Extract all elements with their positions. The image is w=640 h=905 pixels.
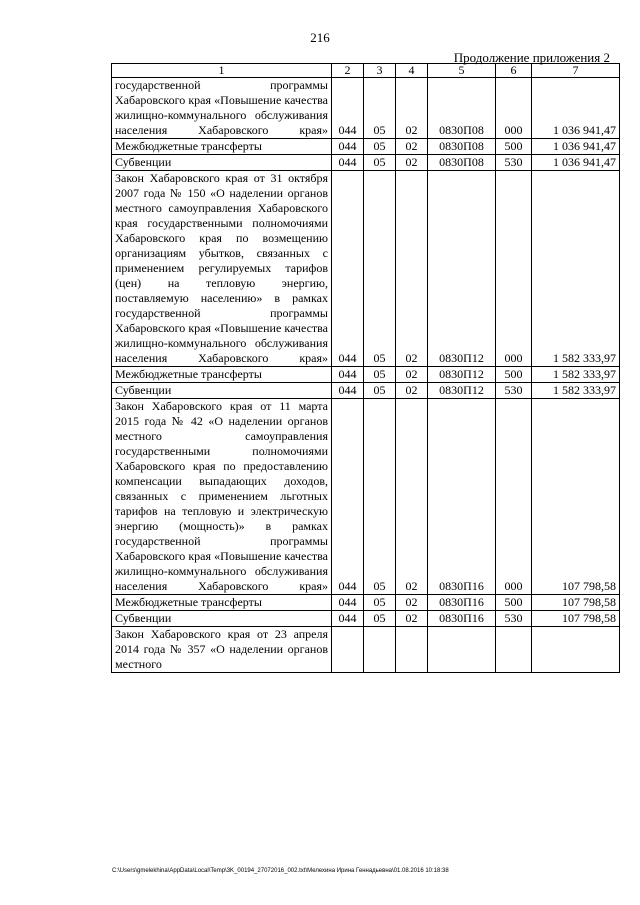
- cell-section: 05: [364, 78, 396, 139]
- cell-ministry: 044: [332, 171, 364, 367]
- cell-target: 0830П08: [428, 155, 496, 171]
- column-header: 4: [396, 64, 428, 78]
- cell-target: 0830П16: [428, 611, 496, 627]
- row-name: Закон Хабаровского края от 23 апреля 2014 года № 357 «О наделении органов местного: [112, 627, 332, 673]
- cell-target: 0830П12: [428, 367, 496, 383]
- cell-target: 0830П12: [428, 383, 496, 399]
- row-name: Межбюджетные трансферты: [112, 595, 332, 611]
- cell-subsection: [396, 627, 428, 673]
- cell-expense-type: 000: [496, 171, 532, 367]
- cell-section: 05: [364, 611, 396, 627]
- cell-section: 05: [364, 399, 396, 595]
- cell-target: 0830П12: [428, 171, 496, 367]
- cell-amount: 1 036 941,47: [532, 78, 620, 139]
- cell-target: 0830П16: [428, 595, 496, 611]
- cell-ministry: 044: [332, 367, 364, 383]
- continuation-label: Продолжение приложения 2: [453, 50, 610, 65]
- cell-expense-type: 530: [496, 155, 532, 171]
- cell-subsection: 02: [396, 139, 428, 155]
- cell-target: 0830П16: [428, 399, 496, 595]
- row-name: Субвенции: [112, 611, 332, 627]
- table-row: [112, 595, 620, 611]
- table-row: [112, 383, 620, 399]
- cell-ministry: 044: [332, 399, 364, 595]
- cell-subsection: 02: [396, 78, 428, 139]
- table-row: [112, 399, 620, 595]
- budget-table: [111, 63, 620, 673]
- table-row: [112, 367, 620, 383]
- cell-target: 0830П08: [428, 139, 496, 155]
- row-name: Закон Хабаровского края от 31 октября 2007 года № 150 «О наделении органов местного самоуправления Хабаровского края государственными полномочиями Хабаровского края по возмещению организациям убытков, связанных с применением регулируемых тарифов (цен) на тепловую энергию, поставляемую населению» в рамках государственной программы Хабаровского края «Повышение качества жилищно-коммунального обслуживания населения Хабаровского края»: [112, 171, 332, 367]
- cell-section: 05: [364, 367, 396, 383]
- cell-expense-type: 500: [496, 595, 532, 611]
- cell-amount: 1 036 941,47: [532, 139, 620, 155]
- table-header-row: [112, 64, 620, 78]
- row-name: Субвенции: [112, 383, 332, 399]
- page-number: 216: [310, 30, 330, 45]
- row-name: государственной программы Хабаровского края «Повышение качества жилищно-коммунального обслуживания населения Хабаровского края»: [112, 78, 332, 139]
- cell-subsection: 02: [396, 611, 428, 627]
- cell-expense-type: 000: [496, 399, 532, 595]
- table-row: [112, 171, 620, 367]
- column-header: 6: [496, 64, 532, 78]
- table-row: [112, 78, 620, 139]
- cell-amount: 1 582 333,97: [532, 171, 620, 367]
- cell-section: 05: [364, 595, 396, 611]
- column-header: 5: [428, 64, 496, 78]
- row-name: Субвенции: [112, 155, 332, 171]
- cell-expense-type: 530: [496, 611, 532, 627]
- column-header: 2: [332, 64, 364, 78]
- cell-expense-type: 530: [496, 383, 532, 399]
- cell-amount: [532, 627, 620, 673]
- column-header: 3: [364, 64, 396, 78]
- table-row: [112, 139, 620, 155]
- cell-target: 0830П08: [428, 78, 496, 139]
- cell-section: 05: [364, 139, 396, 155]
- cell-ministry: [332, 627, 364, 673]
- cell-section: 05: [364, 155, 396, 171]
- table-row: [112, 611, 620, 627]
- cell-expense-type: 000: [496, 78, 532, 139]
- table-row: [112, 627, 620, 673]
- table-row: [112, 155, 620, 171]
- cell-subsection: 02: [396, 399, 428, 595]
- cell-ministry: 044: [332, 155, 364, 171]
- cell-amount: 107 798,58: [532, 611, 620, 627]
- row-name: Межбюджетные трансферты: [112, 367, 332, 383]
- column-header: 1: [112, 64, 332, 78]
- cell-expense-type: 500: [496, 139, 532, 155]
- row-name: Закон Хабаровского края от 11 марта 2015 года № 42 «О наделении органов местного самоуправления государственными полномочиями Хабаровского края по предоставлению компенсации выпадающих доходов, связанных с применением льготных тарифов на тепловую и электрическую энергию (мощность)» в рамках государственной программы Хабаровского края «Повышение качества жилищно-коммунального обслуживания населения Хабаровского края»: [112, 399, 332, 595]
- cell-ministry: 044: [332, 595, 364, 611]
- cell-amount: 1 582 333,97: [532, 383, 620, 399]
- cell-expense-type: [496, 627, 532, 673]
- column-header: 7: [532, 64, 620, 78]
- cell-subsection: 02: [396, 171, 428, 367]
- cell-section: 05: [364, 383, 396, 399]
- cell-subsection: 02: [396, 383, 428, 399]
- cell-ministry: 044: [332, 139, 364, 155]
- cell-subsection: 02: [396, 367, 428, 383]
- cell-ministry: 044: [332, 611, 364, 627]
- cell-section: [364, 627, 396, 673]
- cell-amount: 1 036 941,47: [532, 155, 620, 171]
- cell-subsection: 02: [396, 155, 428, 171]
- cell-subsection: 02: [396, 595, 428, 611]
- file-path-footer: C:\Users\gmelekhina\AppData\Local\Temp\3K_00194_27072016_002.txt\Мелехина Ирина Геннадьевна\01.08.2016 10:18:38: [112, 868, 449, 874]
- cell-amount: 107 798,58: [532, 595, 620, 611]
- cell-amount: 107 798,58: [532, 399, 620, 595]
- row-name: Межбюджетные трансферты: [112, 139, 332, 155]
- cell-section: 05: [364, 171, 396, 367]
- cell-amount: 1 582 333,97: [532, 367, 620, 383]
- cell-target: [428, 627, 496, 673]
- cell-ministry: 044: [332, 383, 364, 399]
- cell-ministry: 044: [332, 78, 364, 139]
- cell-expense-type: 500: [496, 367, 532, 383]
